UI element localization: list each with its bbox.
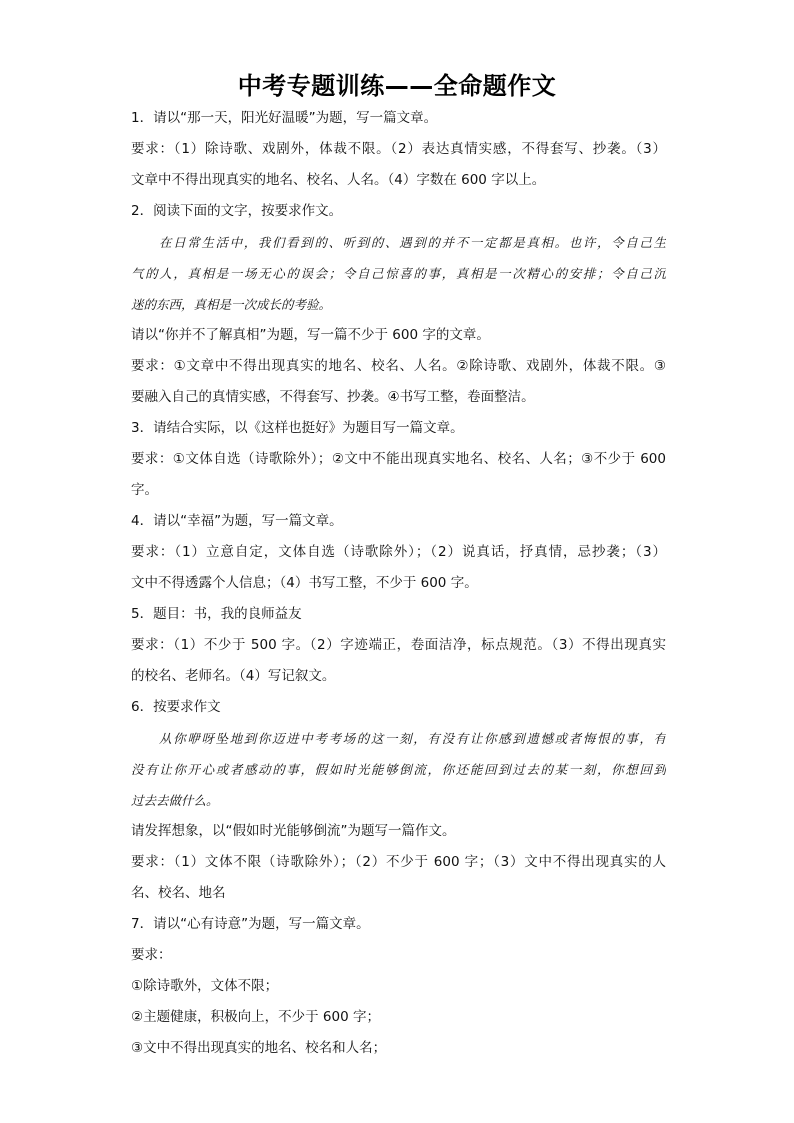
prompt-7-requirement-2: ②主题健康，积极向上，不少于 600 字； [131, 1009, 380, 1025]
prompt-2-material: 在日常生活中，我们看到的、听到的、遇到的并不一定都是真相。也许，令自己生 [159, 235, 666, 250]
prompt-6-title: 6．按要求作文 [131, 699, 221, 715]
prompt-1-requirements: 要求：（1）除诗歌、戏剧外，体裁不限。（2）表达真情实感，不得套写、抄袭。（3） [131, 141, 666, 157]
prompt-5-requirements-cont: 的校名、老师名。（4）写记叙文。 [131, 668, 336, 684]
prompt-5-title: 5．题目：书，我的良师益友 [131, 606, 302, 622]
prompt-6-material: 从你咿呀坠地到你迈进中考考场的这一刻，有没有让你感到遗憾或者悔恨的事，有 [159, 731, 666, 746]
prompt-7-title: 7．请以“心有诗意”为题，写一篇文章。 [131, 916, 370, 932]
prompt-2-title: 2．阅读下面的文字，按要求作文。 [131, 203, 343, 219]
prompt-3-requirements-cont: 字。 [131, 482, 158, 498]
prompt-7-requirement-3: ③文中不得出现真实的地名、校名和人名； [131, 1040, 387, 1056]
prompt-7-requirement-1: ①除诗歌外，文体不限； [131, 978, 279, 994]
prompt-3-requirements: 要求：①文体自选（诗歌除外）；②文中不能出现真实地名、校名、人名；③不少于 600 [131, 451, 666, 467]
prompt-4-requirements-cont: 文中不得透露个人信息；（4）书写工整，不少于 600 字。 [131, 575, 478, 591]
document-title: 中考专题训练——全命题作文 [237, 72, 557, 100]
prompt-6-requirements: 要求：（1）文体不限（诗歌除外）；（2）不少于 600 字；（3）文中不得出现真实的人 [131, 854, 666, 870]
prompt-6-instruction: 请发挥想象，以“假如时光能够倒流”为题写一篇作文。 [131, 823, 456, 839]
prompt-2-instruction: 请以“你并不了解真相”为题，写一篇不少于 600 字的文章。 [131, 327, 490, 343]
prompt-1-requirements-cont: 文章中不得出现真实的地名、校名、人名。（4）字数在 600 字以上。 [131, 172, 546, 188]
document-body [131, 103, 666, 1064]
prompt-6-requirements-cont: 名、校名、地名 [131, 885, 226, 901]
prompt-4-requirements: 要求：（1）立意自定，文体自选（诗歌除外）；（2）说真话，抒真情，忌抄袭；（3） [131, 544, 666, 560]
prompt-2-requirements-cont: 要融入自己的真情实感，不得套写、抄袭。④书写工整，卷面整洁。 [131, 389, 535, 405]
prompt-2-requirements: 要求：①文章中不得出现真实的地名、校名、人名。②除诗歌、戏剧外，体裁不限。③ [131, 358, 666, 374]
prompt-7-requirements-label: 要求： [131, 947, 172, 963]
prompt-6-material-cont: 没有让你开心或者感动的事，假如时光能够倒流，你还能回到过去的某一刻，你想回到 [131, 762, 666, 777]
prompt-3-title: 3．请结合实际，以《这样也挺好》为题目写一篇文章。 [131, 420, 464, 436]
prompt-6-material-end: 过去去做什么。 [131, 793, 219, 808]
prompt-4-title: 4．请以“幸福”为题，写一篇文章。 [131, 513, 343, 529]
prompt-1-title: 1．请以“那一天，阳光好温暖”为题，写一篇文章。 [131, 110, 438, 126]
prompt-5-requirements: 要求：（1）不少于 500 字。（2）字迹端正，卷面洁净，标点规范。（3）不得出现真实 [131, 637, 666, 653]
prompt-2-material-end: 迷的东西，真相是一次成长的考验。 [131, 297, 332, 312]
prompt-2-material-cont: 气的人，真相是一场无心的误会；令自己惊喜的事，真相是一次精心的安排；令自己沉 [131, 266, 666, 281]
